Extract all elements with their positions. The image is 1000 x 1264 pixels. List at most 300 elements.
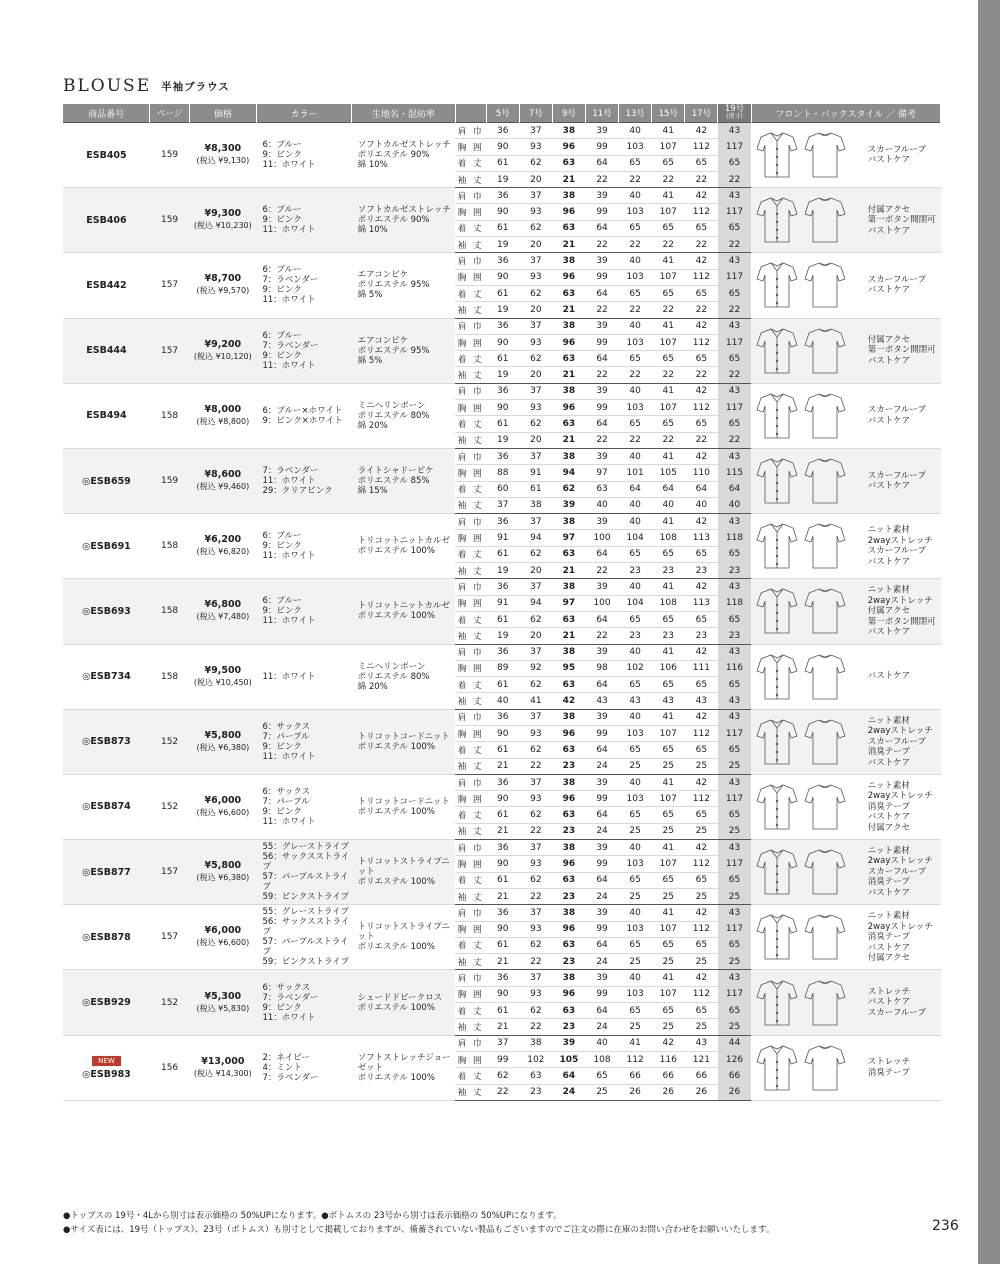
size-value: 65 [652,807,685,823]
col-color: カラー [256,104,351,123]
measure-label: 着 丈 [455,611,486,627]
size-value: 39 [585,383,618,399]
stock-mark: ◎ [82,671,91,683]
size-value: 25 [685,758,718,774]
size-value: 126 [718,1051,751,1067]
size-value: 95 [552,660,585,676]
size-value: 107 [652,204,685,220]
size-value: 43 [619,693,652,709]
size-value: 63 [552,155,585,171]
size-value: 38 [552,448,585,464]
size-value: 41 [652,644,685,660]
color-item: 7：パープル [262,796,310,807]
size-value: 41 [652,188,685,204]
size-value: 64 [585,155,618,171]
measure-label: 胸 囲 [455,465,486,481]
color-item: 6：ブルー [262,330,302,341]
size-value: 43 [718,123,751,139]
table-row [63,774,941,790]
product-price: ¥8,300 [204,143,242,155]
size-value: 103 [619,400,652,416]
size-value: 64 [585,416,618,432]
fabric-line: トリコットコードニット [357,796,450,807]
col-fabric: 生地名・混紡率 [352,104,455,123]
size-value: 25 [652,954,685,970]
measure-label: 胸 囲 [455,660,486,676]
note-item: バストケア [867,757,911,768]
measure-label: 肩 巾 [455,1035,486,1051]
color-item: 7：パープル [262,731,310,742]
product-colors [256,514,351,579]
color-item: 11：ホワイト [262,225,316,236]
note-item: 消臭テープ [867,877,910,888]
size-value: 24 [552,1084,585,1100]
size-value: 65 [619,677,652,693]
size-value: 22 [486,1084,519,1100]
color-item: 29：クリアピンク [262,486,333,497]
fabric-line: トリコットニットカルゼ [357,601,450,612]
measure-label: 胸 囲 [455,921,486,937]
size-value: 64 [585,872,618,888]
size-value: 90 [486,921,519,937]
size-value: 19 [486,237,519,253]
color-item: 55：グレーストライプ [262,842,349,853]
measure-label: 着 丈 [455,1003,486,1019]
fabric-line: ポリエステル 95% [357,345,430,356]
size19-note: (別寸) [726,113,743,120]
col-size: 9号 [552,104,585,123]
product-notes [862,579,941,644]
size-value: 88 [486,465,519,481]
stock-mark: ◎ [82,866,91,878]
note-item: 2wayストレッチ [867,856,933,867]
note-item: バストケア [867,556,911,567]
size-value: 22 [519,758,552,774]
size-value: 66 [718,1068,751,1084]
size-value: 40 [619,644,652,660]
size-value: 112 [685,725,718,741]
style-illustration-cell [751,774,862,839]
size-value: 62 [519,285,552,301]
style-illustration-cell [751,383,862,448]
fabric-line: 綿 5% [357,290,383,301]
size-value: 22 [652,237,685,253]
product-colors [256,318,351,383]
size-value: 112 [685,791,718,807]
size-value: 43 [718,188,751,204]
size-value: 117 [718,791,751,807]
size-value: 90 [486,204,519,220]
product-notes [862,905,941,970]
product-code-cell [63,253,150,318]
size-value: 63 [552,611,585,627]
measure-label: 着 丈 [455,546,486,562]
size-value: 37 [519,448,552,464]
product-price-cell [189,644,256,709]
size-value: 99 [585,986,618,1002]
product-notes [862,383,941,448]
size-value: 23 [552,758,585,774]
fabric-line: 綿 10% [357,225,388,236]
size-value: 42 [685,970,718,986]
measure-label: 袖 丈 [455,693,486,709]
size-value: 42 [685,774,718,790]
size-value: 65 [718,937,751,953]
size-value: 43 [718,318,751,334]
size-value: 90 [486,791,519,807]
style-illustration-cell [751,1035,862,1100]
size-value: 61 [519,481,552,497]
size-value: 61 [486,742,519,758]
size-value: 90 [486,856,519,872]
size-value: 96 [552,334,585,350]
size-value: 64 [585,351,618,367]
measure-label: 肩 巾 [455,188,486,204]
size-value: 36 [486,383,519,399]
table-row [63,905,941,921]
note-item: バストケア [867,225,911,236]
size-value: 25 [652,1019,685,1035]
blouse-illustration [751,649,851,705]
size-value: 41 [519,693,552,709]
size-value: 21 [552,367,585,383]
fabric-line: 綿 10% [357,160,388,171]
color-item: 6：ブルー [262,531,302,542]
size-value: 117 [718,400,751,416]
size-value: 22 [519,1019,552,1035]
size-value: 107 [652,856,685,872]
note-item: 付属アクセ [867,953,910,964]
size-value: 107 [652,791,685,807]
product-code-cell [63,970,150,1035]
size-value: 90 [486,725,519,741]
size-value: 112 [685,921,718,937]
footnote: ●トップスの 19号・4Lから別寸は表示価格の 50%UPになります。●ボトムスの 23号から別寸は表示価格の 50%UPになります。 [63,1211,562,1221]
size-value: 62 [552,481,585,497]
size-value: 64 [585,742,618,758]
product-price: ¥6,800 [204,599,242,611]
size-value: 103 [619,986,652,1002]
note-item: ニット素材 [867,715,910,726]
size-value: 36 [486,318,519,334]
color-item: 7：ラベンダー [262,992,319,1003]
size-value: 20 [519,367,552,383]
col-size: 11号 [585,104,618,123]
fabric-line: ポリエステル 100% [357,942,435,953]
size-value: 43 [718,693,751,709]
size-value: 39 [585,514,618,530]
size-value: 103 [619,856,652,872]
size-value: 22 [519,888,552,904]
stock-mark: ◎ [82,997,91,1009]
size-value: 23 [652,563,685,579]
size-value: 36 [486,774,519,790]
size-value: 96 [552,139,585,155]
size-value: 25 [685,1019,718,1035]
size-value: 25 [718,888,751,904]
size-value: 39 [585,774,618,790]
measure-label: 肩 巾 [455,383,486,399]
table-row [63,970,941,986]
note-item: ニット素材 [867,845,910,856]
size-value: 23 [652,628,685,644]
size-value: 63 [552,807,585,823]
size-value: 21 [552,237,585,253]
size-value: 43 [685,693,718,709]
product-page: 156 [150,1035,189,1100]
size-value: 90 [486,139,519,155]
size-value: 22 [585,302,618,318]
size-value: 19 [486,563,519,579]
product-page: 159 [150,188,189,253]
size-value: 43 [718,253,751,269]
spec-body [63,123,941,1101]
col-size: 5号 [486,104,519,123]
size-value: 63 [585,481,618,497]
product-price-tax: (税込 ¥10,120) [193,351,252,361]
product-notes [862,514,941,579]
product-notes [862,253,941,318]
size-value: 40 [619,709,652,725]
size-value: 107 [652,725,685,741]
size-value: 43 [685,1035,718,1051]
size-value: 61 [486,351,519,367]
size-value: 96 [552,269,585,285]
fabric-line: エアコンピケ [357,270,409,281]
fabric-line: シェードドビークロス [357,992,443,1003]
product-price: ¥8,700 [204,273,242,285]
size-value: 40 [619,318,652,334]
note-item: スカーフループ [867,866,927,877]
measure-label: 胸 囲 [455,400,486,416]
size-value: 107 [652,400,685,416]
size-value: 39 [552,1035,585,1051]
size-value: 39 [585,644,618,660]
fabric-line: ポリエステル 100% [357,546,435,557]
size-value: 117 [718,269,751,285]
note-item: バストケア [867,997,911,1008]
size-value: 63 [552,1003,585,1019]
product-colors [256,579,351,644]
size-value: 93 [519,725,552,741]
size-value: 40 [585,1035,618,1051]
size-value: 66 [619,1068,652,1084]
size-value: 93 [519,921,552,937]
size-value: 25 [718,1019,751,1035]
fabric-line: トリコットニットカルゼ [357,536,450,547]
product-code-cell [63,448,150,513]
color-item: 6：サックス [262,982,311,993]
size-value: 43 [718,709,751,725]
product-price: ¥8,600 [204,469,242,481]
size-value: 93 [519,334,552,350]
color-item: 9：ピンク [262,215,302,226]
note-item: バストケア [867,942,911,953]
product-colors [256,709,351,774]
product-price-cell [189,253,256,318]
size-value: 96 [552,791,585,807]
product-notes [862,1035,941,1100]
color-item: 11：ホワイト [262,671,316,682]
size-value: 105 [552,1051,585,1067]
product-code: ESB442 [86,279,127,291]
color-item: 11：ホワイト [262,295,316,306]
product-page: 158 [150,514,189,579]
note-item: ニット素材 [867,911,910,922]
color-item: 11：ホワイト [262,360,316,371]
size-value: 65 [619,807,652,823]
size-value: 20 [519,237,552,253]
style-illustration-cell [751,970,862,1035]
product-notes [862,448,941,513]
size-value: 103 [619,791,652,807]
size-value: 39 [585,905,618,921]
size-value: 103 [619,204,652,220]
col-size: 13号 [619,104,652,123]
blouse-illustration [751,192,851,248]
table-row [63,579,941,595]
blouse-illustration [751,714,851,770]
blouse-illustration [751,388,851,444]
size-value: 93 [519,204,552,220]
color-item: 9：ピンク [262,741,302,752]
size-value: 25 [718,954,751,970]
measure-label: 胸 囲 [455,725,486,741]
size-value: 104 [619,595,652,611]
size-value: 39 [585,579,618,595]
size-value: 38 [552,905,585,921]
product-colors [256,188,351,253]
size-value: 102 [519,1051,552,1067]
size-value: 96 [552,856,585,872]
fabric-line: ポリエステル 100% [357,806,435,817]
header-row [63,104,941,123]
product-page: 157 [150,318,189,383]
size-value: 98 [585,660,618,676]
size-value: 38 [552,514,585,530]
size-value: 65 [652,742,685,758]
size-value: 20 [519,171,552,187]
size-value: 63 [552,351,585,367]
size-value: 42 [652,1035,685,1051]
size-value: 23 [552,888,585,904]
product-colors [256,253,351,318]
size-value: 62 [519,611,552,627]
size-value: 96 [552,725,585,741]
color-item: 11：ホワイト [262,816,316,827]
size-value: 22 [718,432,751,448]
size-value: 61 [486,416,519,432]
stock-mark: ◎ [82,475,91,487]
size-value: 66 [685,1068,718,1084]
size-value: 21 [486,1019,519,1035]
product-code: ESB874 [90,801,131,813]
note-item: 消臭テープ [867,932,910,943]
color-item: 4：ミント [262,1062,302,1073]
style-illustration-cell [751,188,862,253]
size-value: 65 [619,220,652,236]
table-row [63,448,941,464]
note-item: 付属アクセ [867,606,910,617]
size-value: 25 [685,823,718,839]
fabric-line: ミニヘリンボーン [357,661,426,672]
size-value: 22 [685,302,718,318]
note-item: 2wayストレッチ [867,921,933,932]
size-value: 22 [519,954,552,970]
product-code: ESB983 [90,1069,131,1081]
product-code: ESB494 [86,410,127,422]
product-price-cell [189,905,256,970]
size-value: 37 [519,644,552,660]
size-value: 38 [552,383,585,399]
size-value: 65 [718,546,751,562]
col-size: 17号 [685,104,718,123]
product-price: ¥9,200 [204,338,242,350]
color-item: 2：ネイビー [262,1052,310,1063]
product-page: 152 [150,970,189,1035]
size-value: 89 [486,660,519,676]
size-value: 94 [552,465,585,481]
size-value: 40 [619,383,652,399]
size-value: 112 [685,269,718,285]
product-price: ¥6,000 [204,925,242,937]
product-notes [862,709,941,774]
product-notes [862,774,941,839]
size-value: 61 [486,1003,519,1019]
note-item: 2wayストレッチ [867,595,933,606]
size-value: 65 [685,155,718,171]
style-illustration-cell [751,514,862,579]
size-value: 37 [519,774,552,790]
size-value: 22 [619,302,652,318]
size-value: 23 [619,563,652,579]
size-value: 38 [552,840,585,856]
color-item: 11：ホワイト [262,476,316,487]
size-value: 21 [552,563,585,579]
size-value: 62 [519,155,552,171]
product-price-tax: (税込 ¥6,380) [196,742,250,752]
size-value: 63 [552,416,585,432]
size-value: 64 [685,481,718,497]
color-item: 57：パープルストライプ [262,937,349,958]
size-value: 22 [652,302,685,318]
product-fabric [352,579,455,644]
product-price-cell [189,318,256,383]
size-value: 23 [552,954,585,970]
size-value: 40 [619,970,652,986]
size-value: 40 [619,188,652,204]
size-value: 19 [486,171,519,187]
product-price-tax: (税込 ¥9,130) [196,156,250,166]
product-price: ¥9,500 [204,664,242,676]
product-price-cell [189,123,256,188]
size-value: 91 [486,530,519,546]
size-value: 93 [519,400,552,416]
product-fabric [352,1035,455,1100]
size-value: 65 [585,1068,618,1084]
size-value: 61 [486,220,519,236]
measure-label: 肩 巾 [455,840,486,856]
size-value: 99 [585,269,618,285]
fabric-line: ライトシャドーピケ [357,466,434,477]
size-value: 117 [718,334,751,350]
note-item: 第一ボタン開閉可 [867,345,936,356]
size-value: 36 [486,514,519,530]
measure-label: 肩 巾 [455,774,486,790]
size-value: 99 [585,400,618,416]
size-value: 117 [718,725,751,741]
size-value: 38 [552,709,585,725]
